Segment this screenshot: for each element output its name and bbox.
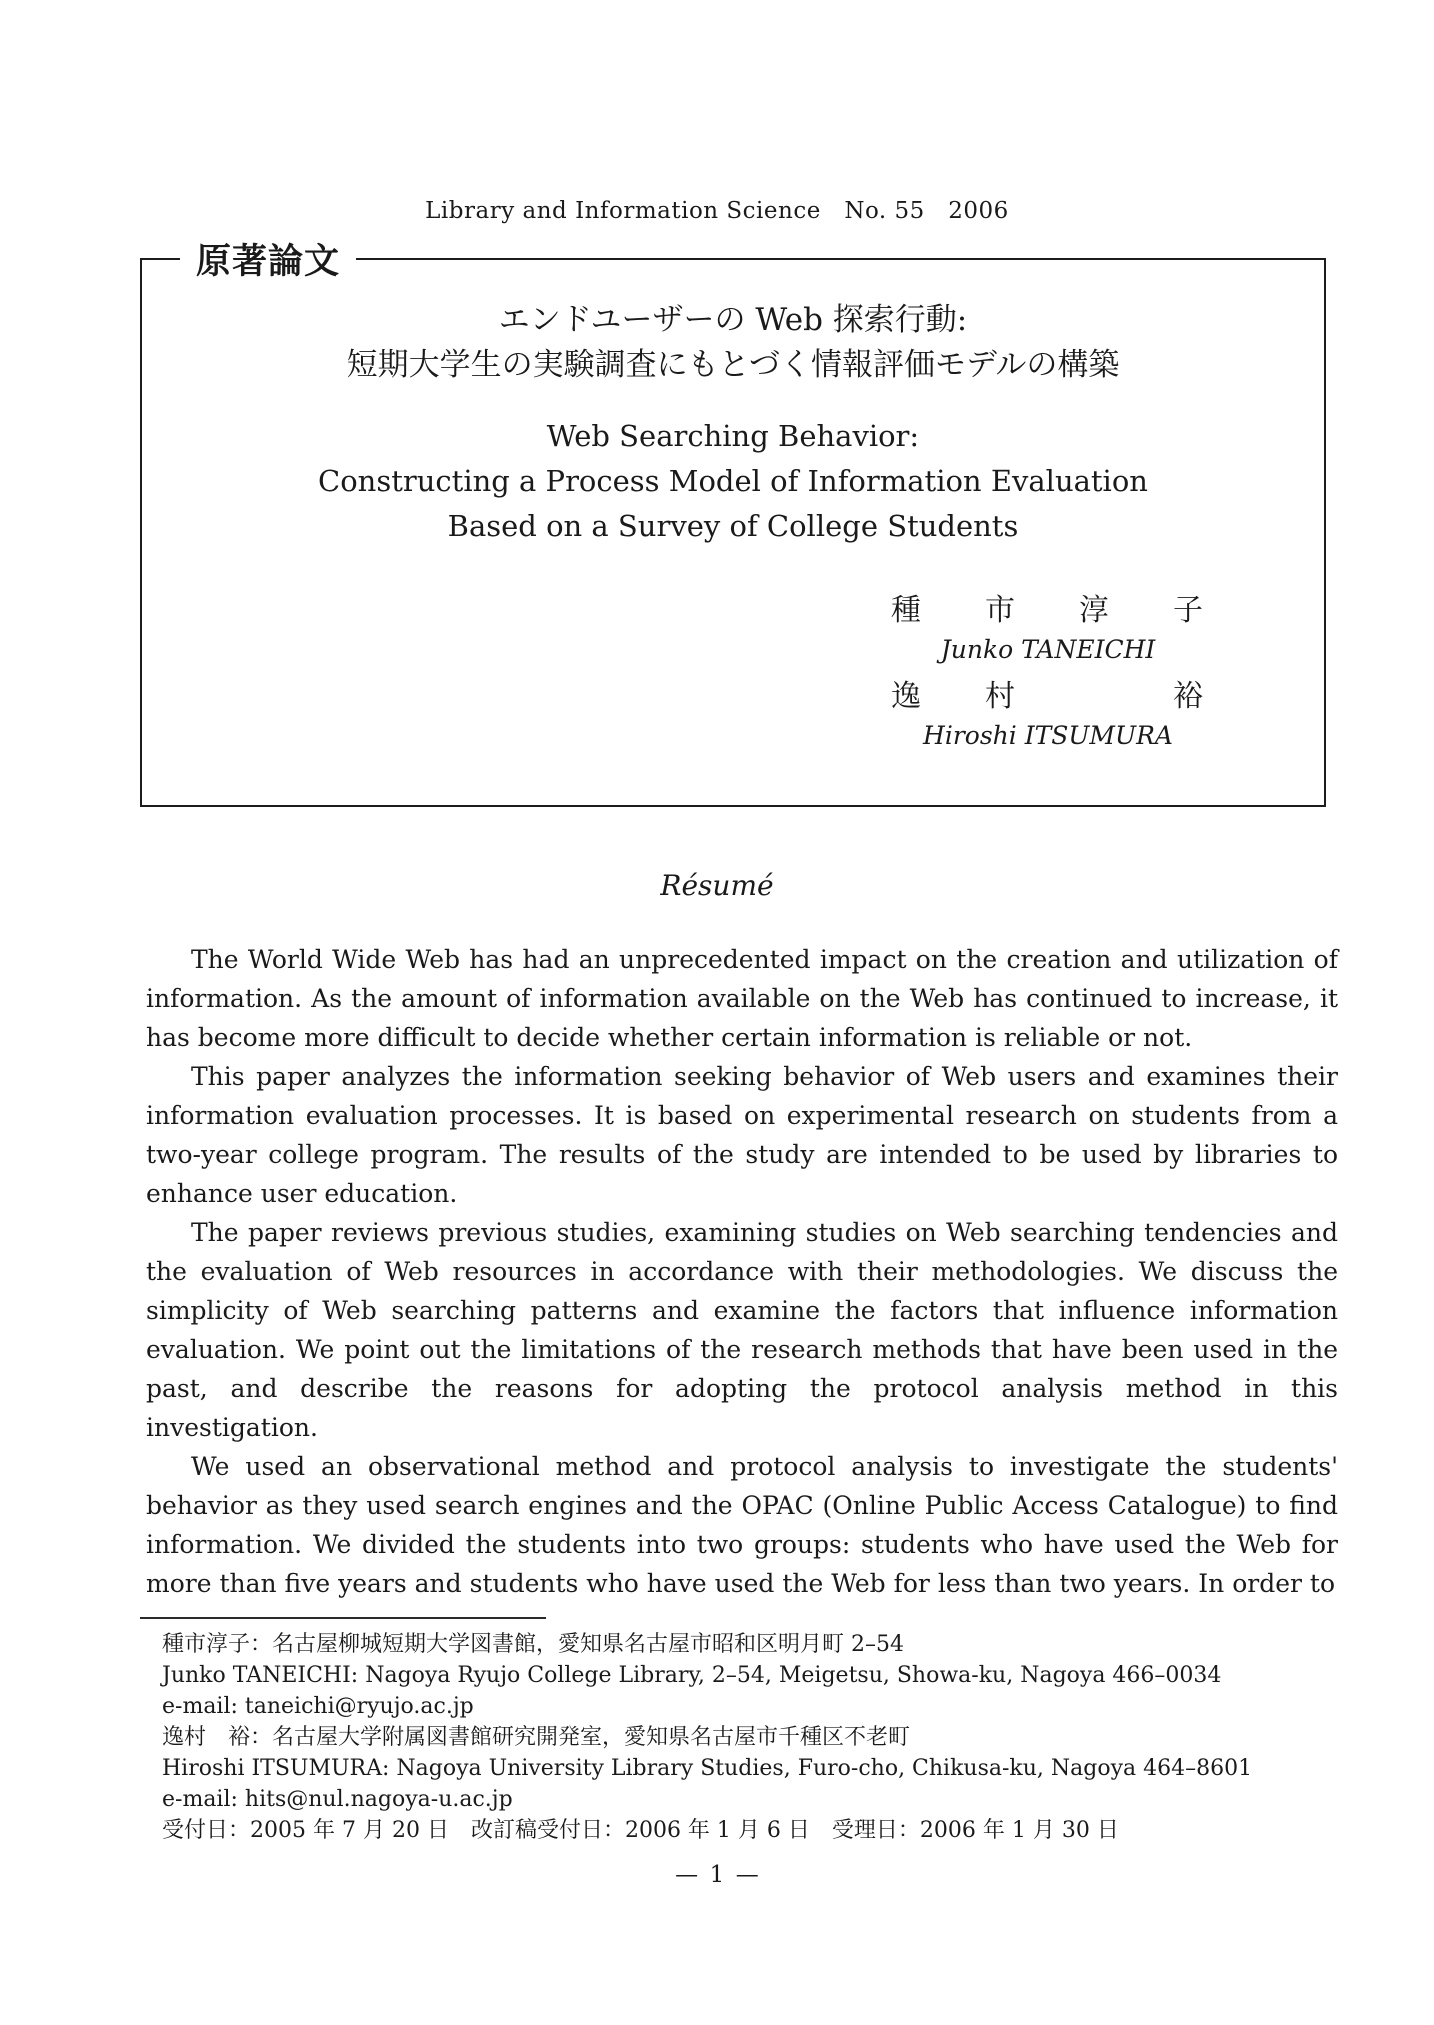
footnote-author2-email: e-mail: hits@nul.nagoya-u.ac.jp xyxy=(162,1787,513,1812)
author2-ja-char: 村 xyxy=(985,678,1015,714)
author2-ja-char: 裕 xyxy=(1173,678,1203,714)
article-category-label: 原著論文 xyxy=(180,234,356,284)
author1-ja-char: 種 xyxy=(891,592,921,628)
footnote-author2-affiliation-en: Hiroshi ITSUMURA: Nagoya University Library Studies, Furo-cho, Chikusa-ku, Nagoya 464–8601 xyxy=(162,1756,1253,1781)
authors-block xyxy=(142,585,1206,757)
footnote-author1-affiliation-ja: 種市淳子：名古屋柳城短期大学図書館，愛知県名古屋市昭和区明月町 2–54 xyxy=(162,1632,904,1657)
title-en-line3: Based on a Survey of College Students xyxy=(447,509,1019,543)
author2-name-en: Hiroshi ITSUMURA xyxy=(923,721,1173,750)
footnote-separator-rule xyxy=(140,1617,546,1619)
footnote-author1-email: e-mail: taneichi@ryujo.ac.jp xyxy=(162,1694,474,1719)
author2-ja-char: 逸 xyxy=(891,678,921,714)
author-name-japanese xyxy=(890,671,1206,714)
author1-name-en: Junko TANEICHI xyxy=(940,635,1156,664)
title-en-line2: Constructing a Process Model of Information Evaluation xyxy=(318,464,1148,498)
title-ja-line2: 短期大学生の実験調査にもとづく情報評価モデルの構築 xyxy=(346,347,1120,383)
author1-ja-char: 淳 xyxy=(1079,592,1109,628)
page-number: — 1 — xyxy=(675,1862,759,1888)
abstract-paragraph-3: The paper reviews previous studies, examining studies on Web searching tendencies and the evaluation of Web resources in accordance with their methodologies. We discuss the simplicity of Web searching patterns and examine the factors that influence information evaluation. We point out the limitations of the research methods that have been used in the past, and describe the reasons for adopting the protocol analysis method in this investigation. xyxy=(146,1218,1338,1442)
article-title-english xyxy=(142,414,1324,549)
title-ja-line1: エンドユーザーの Web 探索行動: xyxy=(498,302,968,338)
abstract-paragraph-1: The World Wide Web has had an unprecedented impact on the creation and utilization of information. As the amount of information available on the Web has continued to increase, it has become more difficult to decide whether certain information is reliable or not. xyxy=(146,945,1338,1052)
author2-name-ja xyxy=(890,671,1206,715)
author-name-romanized xyxy=(890,714,1206,757)
author1-ja-char: 子 xyxy=(1173,592,1203,628)
abstract-heading: Résumé xyxy=(660,869,774,902)
footnote-received-dates: 受付日：2005 年 7 月 20 日 改訂稿受付日：2006 年 1 月 6 日 受理日：2006 年 1 月 30 日 xyxy=(162,1818,1119,1843)
author1-name-ja xyxy=(890,585,1206,629)
footnote-author1-affiliation-en: Junko TANEICHI: Nagoya Ryujo College Library, 2–54, Meigetsu, Showa-ku, Nagoya 466–0034 xyxy=(162,1663,1222,1688)
abstract-paragraph-2: This paper analyzes the information seeking behavior of Web users and examines their information evaluation processes. It is based on experimental research on students from a two-year college program. The results of the study are intended to be used by libraries to enhance user education. xyxy=(146,1062,1338,1208)
author-name-romanized xyxy=(890,628,1206,671)
abstract-body xyxy=(146,940,1338,1603)
abstract-paragraph-4: We used an observational method and protocol analysis to investigate the students' behavior as they used search engines and the OPAC (Online Public Access Catalogue) to find information. We divided the students into two groups: students who have used the Web for more than five years and students who have used the Web for less than two years. In order to xyxy=(146,1452,1338,1598)
title-en-line1: Web Searching Behavior: xyxy=(546,419,920,453)
author1-ja-char: 市 xyxy=(985,592,1015,628)
footnote-block xyxy=(140,1617,1434,1846)
journal-header: Library and Information Science No. 55 2006 xyxy=(425,198,1009,224)
author-name-japanese xyxy=(890,585,1206,628)
title-box xyxy=(140,242,1326,807)
footnote-author2-affiliation-ja: 逸村 裕：名古屋大学附属図書館研究開発室，愛知県名古屋市千種区不老町 xyxy=(162,1725,911,1750)
article-title-japanese xyxy=(142,298,1324,388)
